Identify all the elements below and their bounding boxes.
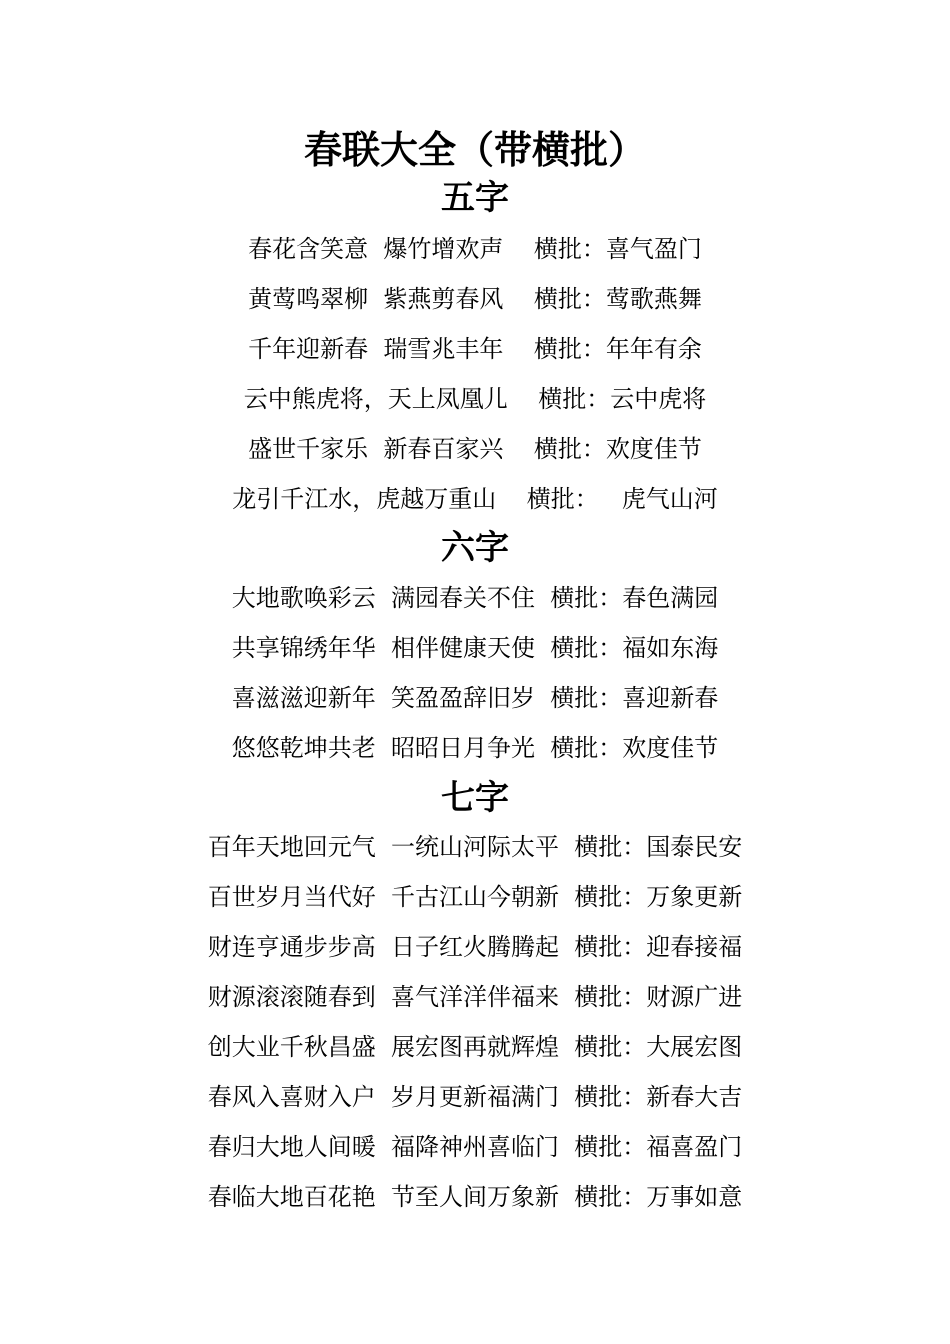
couplet-line: 创大业千秋昌盛 展宏图再就辉煌 横批：大展宏图 xyxy=(207,1033,743,1061)
couplet-line: 悠悠乾坤共老 昭昭日月争光 横批：欢度佳节 xyxy=(231,734,719,762)
couplet-line: 春花含笑意 爆竹增欢声 横批：喜气盈门 xyxy=(248,235,702,263)
section-heading-seven-char: 七字 xyxy=(441,778,509,818)
couplet-line: 百年天地回元气 一统山河际太平 横批：国泰民安 xyxy=(207,833,743,861)
couplet-line: 黄莺鸣翠柳 紫燕剪春风 横批：莺歌燕舞 xyxy=(248,285,702,313)
section-heading-six-char: 六字 xyxy=(441,528,509,568)
couplet-line: 盛世千家乐 新春百家兴 横批：欢度佳节 xyxy=(248,435,702,463)
couplet-line: 喜滋滋迎新年 笑盈盈辞旧岁 横批：喜迎新春 xyxy=(231,684,719,712)
couplet-line: 千年迎新春 瑞雪兆丰年 横批：年年有余 xyxy=(248,335,702,363)
couplet-line: 共享锦绣年华 相伴健康天使 横批：福如东海 xyxy=(231,634,719,662)
couplet-line: 百世岁月当代好 千古江山今朝新 横批：万象更新 xyxy=(207,883,743,911)
section-heading-five-char: 五字 xyxy=(441,178,509,218)
couplet-line: 春归大地人间暖 福降神州喜临门 横批：福喜盈门 xyxy=(207,1133,743,1161)
couplet-line: 云中熊虎将，天上凤凰儿 横批：云中虎将 xyxy=(243,385,707,413)
couplet-line: 春临大地百花艳 节至人间万象新 横批：万事如意 xyxy=(207,1183,743,1211)
document-title: 春联大全（带横批） xyxy=(303,127,646,172)
couplet-line: 大地歌唤彩云 满园春关不住 横批：春色满园 xyxy=(231,584,719,612)
couplet-line: 龙引千江水，虎越万重山 横批： 虎气山河 xyxy=(232,485,718,513)
couplet-line: 财连亨通步步高 日子红火腾腾起 横批：迎春接福 xyxy=(207,933,743,961)
couplet-line: 财源滚滚随春到 喜气洋洋伴福来 横批：财源广进 xyxy=(207,983,743,1011)
couplet-line: 春风入喜财入户 岁月更新福满门 横批：新春大吉 xyxy=(207,1083,743,1111)
